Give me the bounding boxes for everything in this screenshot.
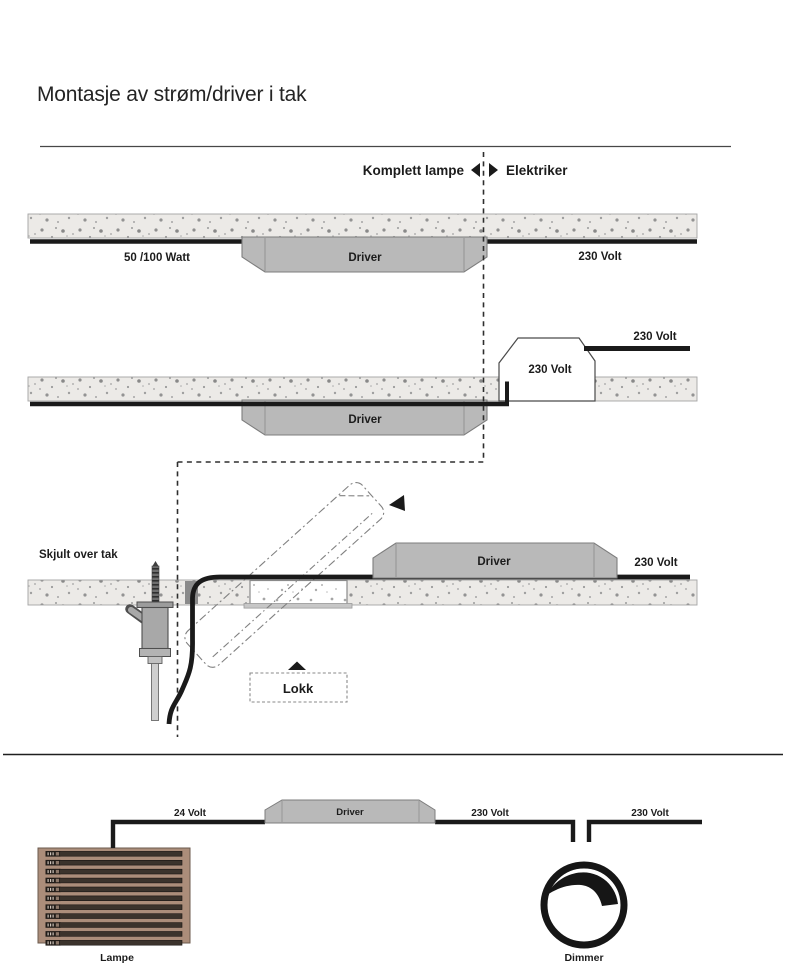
legend-left-label: Komplett lampe: [362, 163, 464, 178]
section-schematic: [3, 755, 783, 965]
watt-label: 50 /100 Watt: [123, 252, 191, 264]
lamp-strips: [46, 851, 183, 946]
arrow-up-icon: [288, 662, 306, 671]
lamp-strip: [46, 860, 183, 866]
section-row1: [28, 214, 697, 272]
fixture-body: [142, 608, 168, 649]
lamp-strip: [46, 878, 183, 884]
volt-label: 230 Volt: [578, 251, 622, 263]
driver-label: Driver: [348, 252, 382, 264]
driver-box: [265, 800, 435, 823]
cable-24v: [113, 822, 265, 848]
lamp-strip: [46, 931, 183, 937]
recessed-box: [250, 581, 347, 605]
lid-label: Lokk: [282, 681, 314, 696]
hidden-caption: Skjult over tak: [39, 549, 118, 561]
lamp-strip: [46, 887, 183, 893]
driver-label: Driver: [477, 556, 511, 568]
ceiling-slab: [28, 580, 697, 605]
lid-box: [250, 673, 347, 702]
section-row2: [28, 331, 697, 435]
legend-right-label: Elektriker: [506, 163, 568, 178]
lamp-label: Lampe: [100, 952, 134, 964]
dimmer-label: Dimmer: [564, 952, 604, 964]
dimmer: [544, 865, 624, 964]
arrow-left-icon: [471, 163, 480, 177]
driver-box: [242, 237, 487, 272]
volt24-label: 24 Volt: [173, 808, 207, 819]
header: [37, 83, 731, 147]
pendant-fixture: [130, 602, 173, 721]
supply-volt-label: 230 Volt: [633, 331, 677, 343]
recessed-box-lip: [244, 604, 352, 609]
driver-box: [373, 543, 617, 578]
fixture-step: [148, 657, 162, 664]
cable-230v-right: [589, 822, 702, 842]
ceiling-slab: [28, 214, 697, 238]
lamp-strip: [46, 896, 183, 902]
suspension-screw: [152, 561, 159, 602]
driver-label: Driver: [336, 807, 364, 818]
volt230-right-label: 230 Volt: [631, 808, 669, 819]
fixture-rod: [152, 664, 159, 721]
lamp-strip: [46, 913, 183, 919]
volt-label: 230 Volt: [634, 557, 678, 569]
rotate-arrow-icon: [389, 495, 405, 511]
ceiling-slab-right: [595, 377, 697, 401]
lamp-strip: [46, 904, 183, 910]
volt230-left-label: 230 Volt: [471, 808, 509, 819]
arrow-right-icon: [489, 163, 498, 177]
lamp-strip: [46, 851, 183, 857]
lamp-strip: [46, 869, 183, 875]
page-title: Montasje av strøm/driver i tak: [37, 83, 307, 106]
driver-label: Driver: [348, 414, 382, 426]
canopy-flange: [137, 602, 173, 608]
junction-box-label: 230 Volt: [528, 364, 572, 376]
lamp-strip: [46, 940, 183, 946]
lamp: [38, 848, 190, 964]
legend: [363, 163, 569, 178]
section-row3-slab: [28, 580, 697, 608]
fixture-collar: [140, 649, 171, 657]
junction-box: [499, 338, 595, 401]
cable-230v-left: [435, 822, 573, 842]
lamp-strip: [46, 922, 183, 928]
ceiling-slab-left: [28, 377, 499, 401]
